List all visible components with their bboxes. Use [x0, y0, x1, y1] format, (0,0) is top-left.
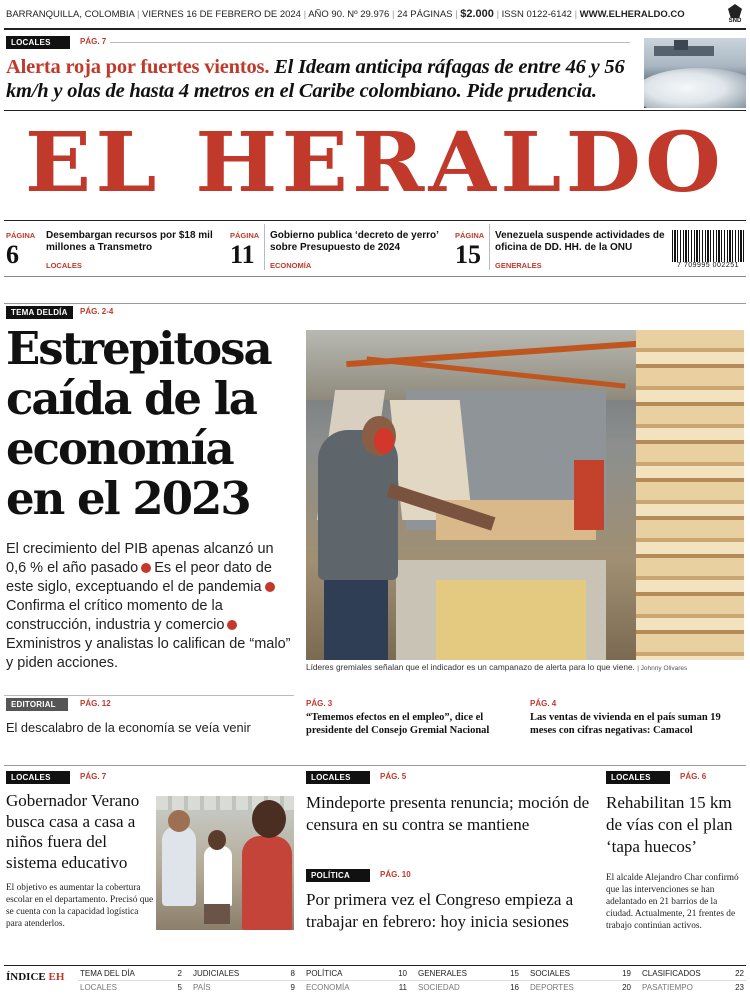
- teaser-page-number: 6: [6, 240, 19, 269]
- snd-logo: [725, 4, 745, 28]
- story-mid2-headline[interactable]: Por primera vez el Congreso empieza a trabajar en febrero: hoy inicia sesiones: [306, 890, 574, 931]
- main-photo: [306, 330, 744, 660]
- index-item-locales[interactable]: LOCALES: [80, 983, 117, 992]
- pages-label: 24 PÁGINAS: [397, 9, 453, 20]
- alert-headline[interactable]: [6, 55, 638, 103]
- index-top-rule: [4, 965, 746, 966]
- website-link[interactable]: WWW.ELHERALDO.CO: [579, 9, 685, 20]
- main-page-ref: PÁG. 2-4: [80, 307, 114, 316]
- index-item-politica[interactable]: POLÍTICA: [306, 969, 343, 978]
- brief-1[interactable]: “Tememos efectos en el empleo”, dice el presidente del Consejo Gremial Nacional: [306, 712, 490, 736]
- story-left-photo: [156, 796, 294, 930]
- index-page-number: 10: [398, 969, 407, 978]
- teaser-1[interactable]: [6, 224, 260, 272]
- photo-credit: | Johnny Olivares: [637, 665, 688, 672]
- teasers-top-rule: [4, 220, 746, 221]
- index-page-number: 8: [290, 969, 295, 978]
- alert-bottom-rule: [4, 110, 746, 111]
- teaser-page-number: 15: [455, 240, 481, 269]
- teaser-3[interactable]: [455, 224, 669, 272]
- lead-point-4: Exministros y analistas lo califican de “malo” y piden acciones.: [6, 636, 291, 671]
- teaser-page-label: PÁGINA: [6, 231, 36, 240]
- issn-label: ISSN 0122-6142: [501, 9, 572, 20]
- story-mid1-tag: LOCALES: [306, 771, 370, 784]
- story-mid2-page-ref: PÁG. 10: [380, 870, 411, 879]
- editorial-page-ref: PÁG. 12: [80, 699, 111, 708]
- city-label: BARRANQUILLA, COLOMBIA: [6, 9, 135, 20]
- index-page-number: 19: [622, 969, 631, 978]
- lead-point-3: Confirma el crítico momento de la construcción, industria y comercio: [6, 598, 225, 633]
- index-row-2: [0, 983, 750, 994]
- masthead-info-bar: BARRANQUILLA, COLOMBIA | VIERNES 16 DE FEBRERO DE 2024 | AÑO 90. Nº 29.976 | 24 PÁGINAS | $2.000 | ISSN 0122-6142 | WWW.ELHERALDO.CO: [6, 8, 685, 20]
- date-label: VIERNES 16 DE FEBRERO DE 2024: [142, 9, 301, 20]
- barcode-number: 7 709995 002251: [677, 262, 739, 269]
- teaser-section: GENERALES: [495, 261, 542, 270]
- index-page-number: 2: [177, 969, 182, 978]
- index-item-sociales[interactable]: SOCIALES: [530, 969, 571, 978]
- story-left-tag: LOCALES: [6, 771, 70, 784]
- alert-photo-waves: [644, 38, 746, 108]
- editorial-link[interactable]: El descalabro de la economía se veía venir: [6, 720, 251, 735]
- top-rule: [4, 28, 746, 30]
- index-label-text: ÍNDICE: [6, 971, 46, 983]
- story-mid2-tag: POLÍTICA: [306, 869, 370, 882]
- teaser-page-label: PÁGINA: [230, 231, 260, 240]
- story-left-page-ref: PÁG. 7: [80, 772, 107, 781]
- index-page-number: 11: [398, 983, 407, 992]
- story-right-page-ref: PÁG. 6: [680, 772, 707, 781]
- bullet-dot-icon: [227, 620, 237, 630]
- index-page-number: 16: [510, 983, 519, 992]
- main-photo-caption: [306, 662, 746, 672]
- bullet-dot-icon: [265, 582, 275, 592]
- barcode: [672, 230, 744, 272]
- story-left-body: El objetivo es aumentar la cobertura escolar en el departamento. Precisó que se cuenta con la capacidad logística para atenderlos.: [6, 883, 154, 929]
- bullet-dot-icon: [141, 563, 151, 573]
- lead-point-1: El crecimiento del PIB apenas alcanzó un 0,6 % el año pasado: [6, 541, 274, 576]
- index-item-economia[interactable]: ECONOMÍA: [306, 983, 350, 992]
- alert-section-tag: LOCALES: [6, 36, 70, 49]
- index-row-1: [0, 969, 750, 980]
- brief-1-page-ref: PÁG. 3: [306, 699, 333, 708]
- story-left-headline[interactable]: Gobernador Verano busca casa a casa a niños fuera del sistema educativo: [6, 791, 140, 872]
- teaser-text: Gobierno publica ‘decreto de yerro’ sobre Presupuesto de 2024: [270, 230, 439, 253]
- story-mid1-page-ref: PÁG. 5: [380, 772, 407, 781]
- index-item-tema-del-dia[interactable]: TEMA DEL DÍA: [80, 969, 135, 978]
- index-item-pais[interactable]: PAÍS: [193, 983, 211, 992]
- brief-2[interactable]: Las ventas de vivienda en el país suman 19 meses con cifras negativas: Camacol: [530, 712, 721, 736]
- alert-headline-rest: El Ideam anticipa ráfagas de entre 46 y 56 km/h y olas de hasta 4 metros en el Caribe colombiano. Pide prudencia.: [6, 56, 625, 102]
- index-item-clasificados[interactable]: CLASIFICADOS: [642, 969, 701, 978]
- alert-tag-rule: [110, 42, 630, 43]
- index-page-number: 20: [622, 983, 631, 992]
- teaser-page-label: PÁGINA: [455, 231, 485, 240]
- main-headline[interactable]: Estrepitosa caída de la economía en el 2023: [6, 322, 271, 525]
- snd-icon: [728, 4, 742, 18]
- story-right-body: El alcalde Alejandro Char confirmó que las intervenciones se han adelantado en 21 barrios de la ciudad. Actualmente, 21 frentes de trabajo continúan activos.: [606, 873, 739, 931]
- teasers-bottom-rule: [4, 276, 746, 277]
- teaser-section: ECONOMÍA: [270, 261, 312, 270]
- lead-point-2: Es el peor dato de este siglo, exceptuando el de pandemia: [6, 560, 272, 595]
- main-section-tag: TEMA DELDÍA: [6, 306, 73, 319]
- index-page-number: 9: [290, 983, 295, 992]
- caption-text: Líderes gremiales señalan que el indicador es un campanazo de alerta para lo que viene.: [306, 662, 635, 672]
- index-item-pasatiempo[interactable]: PASATIEMPO: [642, 983, 693, 992]
- alert-headline-red: Alerta roja por fuertes vientos.: [6, 56, 270, 78]
- teaser-2[interactable]: [230, 224, 484, 272]
- index-item-sociedad[interactable]: SOCIEDAD: [418, 983, 460, 992]
- index-page-number: 22: [735, 969, 744, 978]
- barcode-bars: [672, 230, 744, 262]
- story-right-tag: LOCALES: [606, 771, 670, 784]
- main-lead: [6, 540, 296, 673]
- editorial-tag: EDITORIAL: [6, 698, 68, 711]
- index-label-logo: EH: [48, 971, 65, 983]
- bottom-section-rule: [4, 765, 746, 766]
- story-right-headline[interactable]: Rehabilitan 15 km de vías con el plan ‘tapa huecos’: [606, 793, 733, 856]
- teaser-page-number: 11: [230, 240, 255, 269]
- index-item-generales[interactable]: GENERALES: [418, 969, 467, 978]
- index-item-deportes[interactable]: DEPORTES: [530, 983, 574, 992]
- issue-label: AÑO 90. Nº 29.976: [308, 9, 390, 20]
- editorial-top-rule: [4, 695, 294, 696]
- snd-label: SND: [728, 18, 742, 24]
- index-item-judiciales[interactable]: JUDICIALES: [193, 969, 240, 978]
- index-page-number: 15: [510, 969, 519, 978]
- teaser-text: Desembargan recursos por $18 mil millones a Transmetro: [46, 230, 213, 253]
- index-page-number: 23: [735, 983, 744, 992]
- price-label: $2.000: [460, 8, 494, 20]
- newspaper-logo[interactable]: EL HERALDO: [24, 115, 726, 211]
- teaser-text: Venezuela suspende actividades de oficina de DD. HH. de la ONU: [495, 230, 665, 253]
- story-mid1-headline[interactable]: Mindeporte presenta renuncia; moción de censura en su contra se mantiene: [306, 793, 590, 834]
- alert-page-ref: PÁG. 7: [80, 37, 107, 46]
- brief-2-page-ref: PÁG. 4: [530, 699, 557, 708]
- index-mid-rule: [78, 980, 746, 981]
- main-top-rule: [4, 303, 746, 304]
- teaser-section: LOCALES: [46, 261, 82, 270]
- index-page-number: 5: [177, 983, 182, 992]
